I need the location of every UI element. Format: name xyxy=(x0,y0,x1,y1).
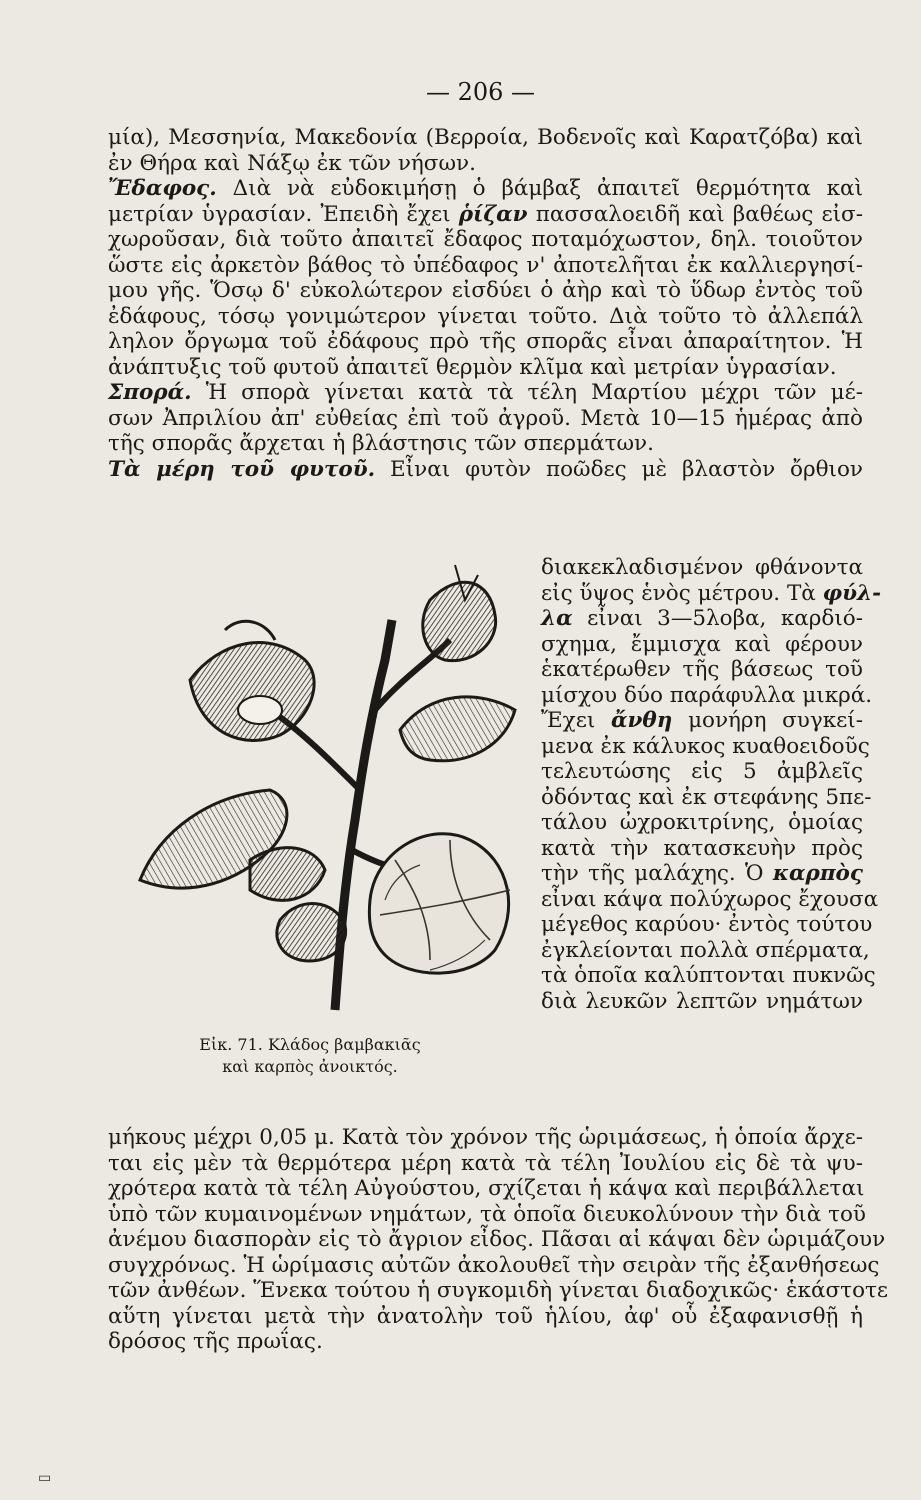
text-run: τελευτώσης εἰς 5 ἀμβλεῖς xyxy=(541,759,863,784)
text-run: ἐδάφους, τόσῳ γονιμώτερον γίνεται τοῦτο. Διὰ τοῦτο τὸ ἀλλεπάλ xyxy=(108,303,863,329)
text-run: διὰ λευκῶν λεπτῶν νημάτων xyxy=(541,988,863,1014)
bold-term: Ἔδαφος. xyxy=(108,176,217,201)
text-run: μία), Μεσσηνία, Μακεδονία (Βερροία, Βοδενοῖς καὶ Καρατζόβα) καὶ xyxy=(108,125,863,150)
text-run: ἑκατέρωθεν τῆς βάσεως τοῦ xyxy=(541,657,863,682)
text-run: ἀνάπτυξις τοῦ φυτοῦ ἀπαιτεῖ θερμὸν κλῖμα καὶ μετρίαν ὑγρασίαν. xyxy=(108,354,837,380)
text-line xyxy=(108,253,863,279)
top-text-block xyxy=(108,125,863,482)
text-line xyxy=(108,1201,866,1228)
text-run: ὑπὸ τῶν κυμαινομένων νημάτων, τὰ ὁποῖα διευκολύνουν τὴν διὰ τοῦ xyxy=(108,1201,866,1227)
text-line xyxy=(541,708,863,734)
text-line xyxy=(541,657,863,683)
bold-term: ῥίζαν xyxy=(458,201,528,227)
text-run: μονήρη συγκεί- xyxy=(672,708,863,733)
text-run: ἀνέμου διασπορὰν εἰς τὸ ἄγριον εἶδος. Πᾶσαι αἱ κάψαι δὲν ὡριμάζουν xyxy=(108,1227,886,1252)
text-line xyxy=(108,227,863,253)
text-line xyxy=(108,406,863,432)
text-run: αὕτη γίνεται μετὰ τὴν ἀνατολὴν τοῦ ἡλίου, ἀφ' οὗ ἐξαφανισθῇ ἡ xyxy=(108,1303,863,1329)
text-line xyxy=(541,606,863,632)
text-line xyxy=(541,810,863,836)
text-line xyxy=(541,836,863,862)
text-line xyxy=(108,202,863,228)
bold-term: καρπὸς xyxy=(772,861,863,886)
text-run: μετρίαν ὑγρασίαν. Ἐπειδὴ ἔχει xyxy=(108,201,459,227)
text-line xyxy=(108,125,863,151)
text-run: χρότερα κατὰ τὰ τέλη Αὐγούστου, σχίζεται ἡ κάψα καὶ περιβάλλεται xyxy=(108,1176,865,1201)
text-line xyxy=(108,431,863,457)
text-run: τὴν τῆς μαλάχης. Ὁ xyxy=(541,861,773,886)
figure-caption xyxy=(180,1034,440,1078)
caption-line-2: καὶ καρπὸς ἀνοικτός. xyxy=(222,1057,398,1076)
text-run: ὀδόντας καὶ ἐκ στεφάνης 5πε- xyxy=(541,784,872,810)
text-run: ἐν Θήρα καὶ Νάξῳ ἐκ τῶν νήσων. xyxy=(108,150,476,176)
text-line xyxy=(541,963,876,989)
text-run: τῆς σπορᾶς ἄρχεται ἡ βλάστησις τῶν σπερμάτων. xyxy=(108,431,654,456)
bold-term: λα xyxy=(541,606,573,631)
cotton-branch-illustration xyxy=(130,560,530,1030)
text-line xyxy=(541,886,879,913)
text-run: εἶναι κάψα πολύχωρος ἔχουσα xyxy=(541,886,879,912)
text-line xyxy=(541,733,870,760)
text-line xyxy=(541,555,863,581)
text-line xyxy=(541,989,863,1015)
text-line xyxy=(108,1125,863,1151)
text-line xyxy=(541,937,870,964)
text-line xyxy=(108,1304,863,1330)
text-run: χωροῦσαν, διὰ τοῦτο ἀπαιτεῖ ἔδαφος ποταμόχωστον, δηλ. τοιοῦτον xyxy=(108,227,863,252)
text-line xyxy=(108,457,863,483)
text-run: τῶν ἀνθέων. Ἕνεκα τούτου ἡ συγκομιδὴ γίνεται διαδοχικῶς· ἑκάστοτε xyxy=(108,1278,889,1303)
text-run: συγχρόνως. Ἡ ὡρίμασις αὐτῶν ἀκολουθεῖ τὴν σειρὰν τῆς ἐξανθήσεως xyxy=(108,1252,880,1278)
text-run: ὥστε εἰς ἀρκετὸν βάθος τὸ ὑπέδαφος ν' ἀποτελῆται ἐκ καλλιεργησί- xyxy=(108,252,863,278)
text-line xyxy=(541,632,863,658)
text-run: εἶναι 3—5λοβα, καρδιό- xyxy=(572,606,863,631)
text-line xyxy=(108,329,863,355)
text-run: ληλον ὄργωμα τοῦ ἐδάφους πρὸ τῆς σπορᾶς εἶναι ἀπαραίτητον. Ἡ xyxy=(108,329,863,354)
text-line xyxy=(108,1227,886,1253)
text-run: πασσαλοειδῆ καὶ βαθέως εἰσ- xyxy=(527,201,863,227)
text-line xyxy=(108,278,863,304)
wrapped-text-block xyxy=(541,555,882,1014)
page-number: — 206 — xyxy=(425,78,536,106)
text-run: τάλου ὠχροκιτρίνης, ὁμοίας xyxy=(541,810,863,835)
text-line xyxy=(541,912,873,938)
bold-term: ἄνθη xyxy=(610,708,673,733)
caption-line-1: Εἰκ. 71. Κλάδος βαμβακιᾶς xyxy=(199,1035,421,1054)
text-run: Ἡ σπορὰ γίνεται κατὰ τὰ τέλη Μαρτίου μέχρι τῶν μέ- xyxy=(191,380,863,405)
text-run: μέγεθος καρύου· ἐντὸς τούτου xyxy=(541,912,873,937)
text-run: Εἶναι φυτὸν ποῶδες μὲ βλαστὸν ὄρθιον xyxy=(375,456,863,482)
text-line xyxy=(541,784,872,811)
text-line xyxy=(108,1278,889,1304)
text-line xyxy=(108,1151,863,1177)
text-run: ται εἰς μὲν τὰ θερμότερα μέρη κατὰ τὰ τέλη Ἰουλίου εἰς δὲ τὰ ψυ- xyxy=(108,1150,863,1176)
text-line xyxy=(108,151,863,177)
cotton-branch-drawing xyxy=(130,560,530,1030)
scan-mark: ▭ xyxy=(38,1470,52,1486)
text-line xyxy=(541,759,863,785)
bold-term: Σπορά. xyxy=(108,380,192,405)
text-run: Διὰ νὰ εὐδοκιμήσῃ ὁ βάμβαξ ἀπαιτεῖ θερμότητα καὶ xyxy=(216,176,863,201)
text-line xyxy=(108,1329,863,1355)
text-run: τὰ ὁποῖα καλύπτονται πυκνῶς xyxy=(541,963,876,988)
text-line xyxy=(541,861,863,887)
text-run: Ἔχει xyxy=(541,708,611,733)
text-run: κατὰ τὴν κατασκευὴν πρὸς xyxy=(541,835,863,861)
text-run: μενα ἐκ κάλυκος κυαθοειδοῦς xyxy=(541,733,870,759)
text-run: μου γῆς. Ὅσῳ δ' εὐκολώτερον εἰσδύει ὁ ἀὴρ καὶ τὸ ὕδωρ ἐντὸς τοῦ xyxy=(108,278,863,303)
text-run: διακεκλαδισμένον φθάνοντα xyxy=(541,555,863,580)
text-line xyxy=(108,1252,880,1279)
text-run: σχημα, ἔμμισχα καὶ φέρουν xyxy=(541,631,863,657)
text-line xyxy=(541,580,882,607)
text-line xyxy=(541,682,873,709)
text-run: εἰς ὕψος ἑνὸς μέτρου. Τὰ xyxy=(541,580,823,606)
text-line xyxy=(108,380,863,406)
bold-term: φύλ- xyxy=(822,580,882,606)
text-run: ἐγκλείονται πολλὰ σπέρματα, xyxy=(541,937,870,963)
text-line xyxy=(108,304,863,330)
text-run: δρόσος τῆς πρωΐας. xyxy=(108,1329,323,1354)
text-run: σων Ἀπριλίου ἀπ' εὐθείας ἐπὶ τοῦ ἀγροῦ. Μετὰ 10—15 ἡμέρας ἀπὸ xyxy=(108,405,863,431)
text-line xyxy=(108,355,863,381)
text-run: μήκους μέχρι 0,05 μ. Κατὰ τὸν χρόνον τῆς ὡριμάσεως, ἡ ὁποία ἄρχε- xyxy=(108,1125,863,1150)
bold-term: Τὰ μέρη τοῦ φυτοῦ. xyxy=(108,456,376,482)
text-run: μίσχου δύο παράφυλλα μικρά. xyxy=(541,682,873,708)
bottom-text-block xyxy=(108,1125,889,1355)
text-line xyxy=(108,176,863,202)
text-line xyxy=(108,1176,863,1202)
